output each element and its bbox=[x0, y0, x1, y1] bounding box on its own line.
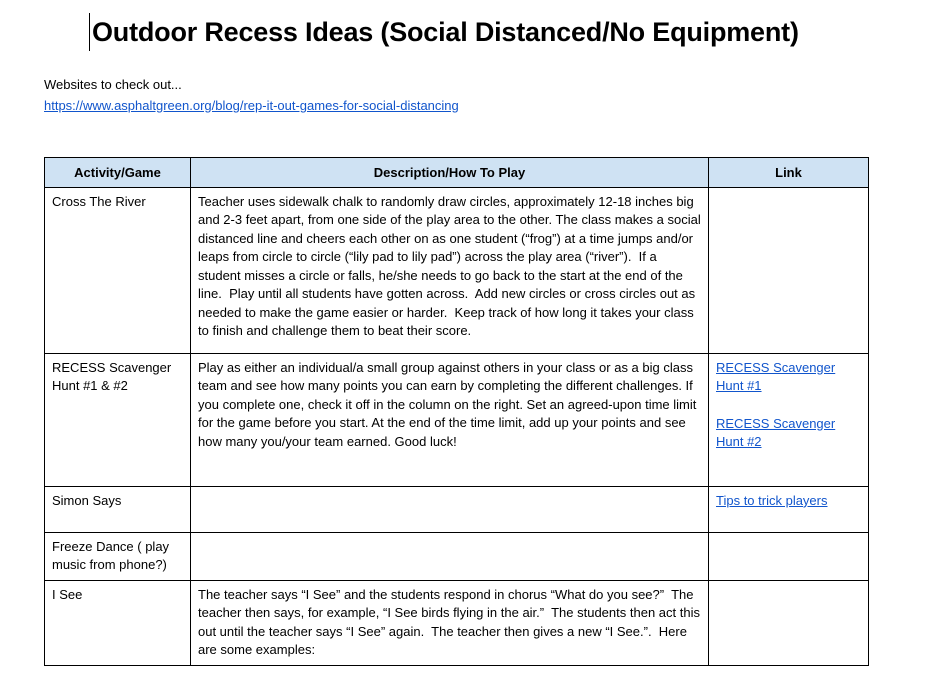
activity-cell: Freeze Dance ( play music from phone?) bbox=[45, 532, 191, 580]
page-title: Outdoor Recess Ideas (Social Distanced/No Equipment) bbox=[92, 17, 799, 47]
activity-cell: Simon Says bbox=[45, 486, 191, 532]
link-cell bbox=[709, 580, 869, 665]
activity-cell: Cross The River bbox=[45, 187, 191, 353]
table-row bbox=[45, 580, 869, 665]
description-cell: Teacher uses sidewalk chalk to randomly draw circles, approximately 12-18 inches big and 2-3 feet apart, from one side of the play area to the other. The class makes a social distanced line and cheers each other on as one student (“frog”) at a time jumps and/or leaps from circle to circle (“lily pad to lily pad”) across the play area (“river”). If a student misses a circle or falls, he/she needs to go back to the start at the end of the line. Play until all students have gotten across. Add new circles or cross circles out as needed to make the game easier or harder. Keep track of how long it takes your class to finish and challenge them to beat their score. bbox=[191, 187, 709, 353]
table-row bbox=[45, 187, 869, 353]
link-cell bbox=[709, 187, 869, 353]
table-header-row bbox=[45, 157, 869, 187]
header-description-how-to-play: Description/How To Play bbox=[191, 157, 709, 187]
document-page bbox=[44, 12, 868, 666]
header-activity-game: Activity/Game bbox=[45, 157, 191, 187]
activity-cell: I See bbox=[45, 580, 191, 665]
table-row bbox=[45, 532, 869, 580]
link-cell bbox=[709, 353, 869, 486]
description-cell: Play as either an individual/a small group against others in your class or as a big class team and see how many points you can earn by completing the different challenges. If you complete one, check it off in the column on the right. Set an agreed-upon time limit for the game before you start. At the end of the time limit, add up your points and see how many you/your team earned. Good luck! bbox=[191, 353, 709, 486]
table-link[interactable]: RECESS Scavenger Hunt #1 bbox=[716, 359, 836, 394]
table-link[interactable]: RECESS Scavenger Hunt #2 bbox=[716, 415, 836, 450]
link-cell bbox=[709, 486, 869, 532]
activity-cell: RECESS Scavenger Hunt #1 & #2 bbox=[45, 353, 191, 486]
description-cell: The teacher says “I See” and the students respond in chorus “What do you see?” The teacher then says, for example, “I See birds flying in the air.” The students then act this out until the teacher says “I See” again. The teacher then gives a new “I See.”. Here are some examples: bbox=[191, 580, 709, 665]
activities-table bbox=[44, 157, 869, 666]
link-cell bbox=[709, 532, 869, 580]
table-link[interactable]: Tips to trick players bbox=[716, 492, 828, 508]
description-cell bbox=[191, 532, 709, 580]
intro-text: Websites to check out... bbox=[44, 76, 182, 92]
description-cell bbox=[191, 486, 709, 532]
intro-link[interactable]: https://www.asphaltgreen.org/blog/rep-it-out-games-for-social-distancing bbox=[44, 97, 459, 113]
intro-link-line bbox=[44, 96, 868, 115]
text-cursor bbox=[89, 13, 90, 51]
page-title-row bbox=[89, 12, 868, 53]
header-link: Link bbox=[709, 157, 869, 187]
table-row bbox=[45, 353, 869, 486]
table-row bbox=[45, 486, 869, 532]
